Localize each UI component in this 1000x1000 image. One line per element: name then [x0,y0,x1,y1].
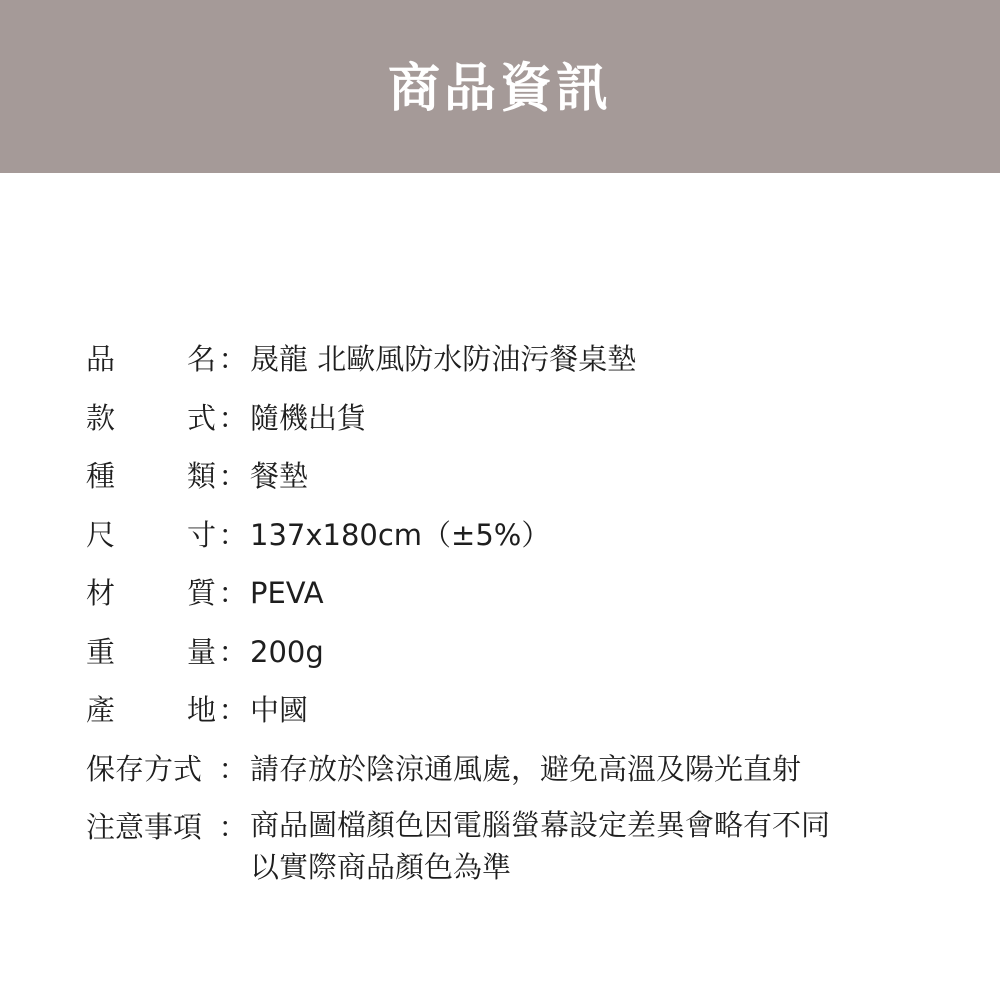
info-colon: ： [218,459,248,493]
info-colon: ： [218,517,248,552]
info-colon: ： [218,342,248,376]
info-label: 品 名 [86,342,216,376]
info-value-line: 以實際商品顏色為準 [250,850,512,884]
info-label: 產 地 [86,693,216,727]
info-value [250,804,946,888]
info-value: 200g [250,634,324,669]
info-row-weight [86,629,946,688]
info-label: 種 類 [86,459,216,493]
info-row-material [86,570,946,629]
info-value: 餐墊 [250,459,309,493]
product-info-list [86,336,946,888]
info-row-notes [86,804,946,888]
info-value: 137x180cm（±5%） [250,517,551,552]
info-label: 注意事項 [86,810,203,844]
page-title: 商品資訊 [387,59,612,119]
info-colon: ： [218,576,248,610]
info-label: 保存方式 [86,751,203,786]
info-row-name [86,336,946,395]
info-value: PEVA [250,576,324,610]
info-row-type [86,453,946,512]
info-value: 晟龍 北歐風防水防油污餐桌墊 [250,342,637,376]
info-label: 尺 寸 [86,517,216,552]
info-row-size [86,512,946,571]
info-colon: ： [218,810,248,844]
info-colon: ： [218,751,248,786]
info-value: 中國 [250,693,309,727]
info-colon: ： [218,400,248,435]
header-band [0,0,1000,173]
info-label: 款 式 [86,400,216,435]
info-row-storage [86,746,946,805]
info-value: 隨機出貨 [250,400,367,435]
info-value-line: 商品圖檔顏色因電腦螢幕設定差異會略有不同 [250,808,831,842]
info-row-style [86,395,946,454]
info-colon: ： [218,634,248,669]
info-colon: ： [218,693,248,727]
info-row-origin [86,687,946,746]
info-value: 請存放於陰涼通風處，避免高溫及陽光直射 [250,751,802,786]
info-label: 材 質 [86,576,216,610]
info-label: 重 量 [86,634,216,669]
